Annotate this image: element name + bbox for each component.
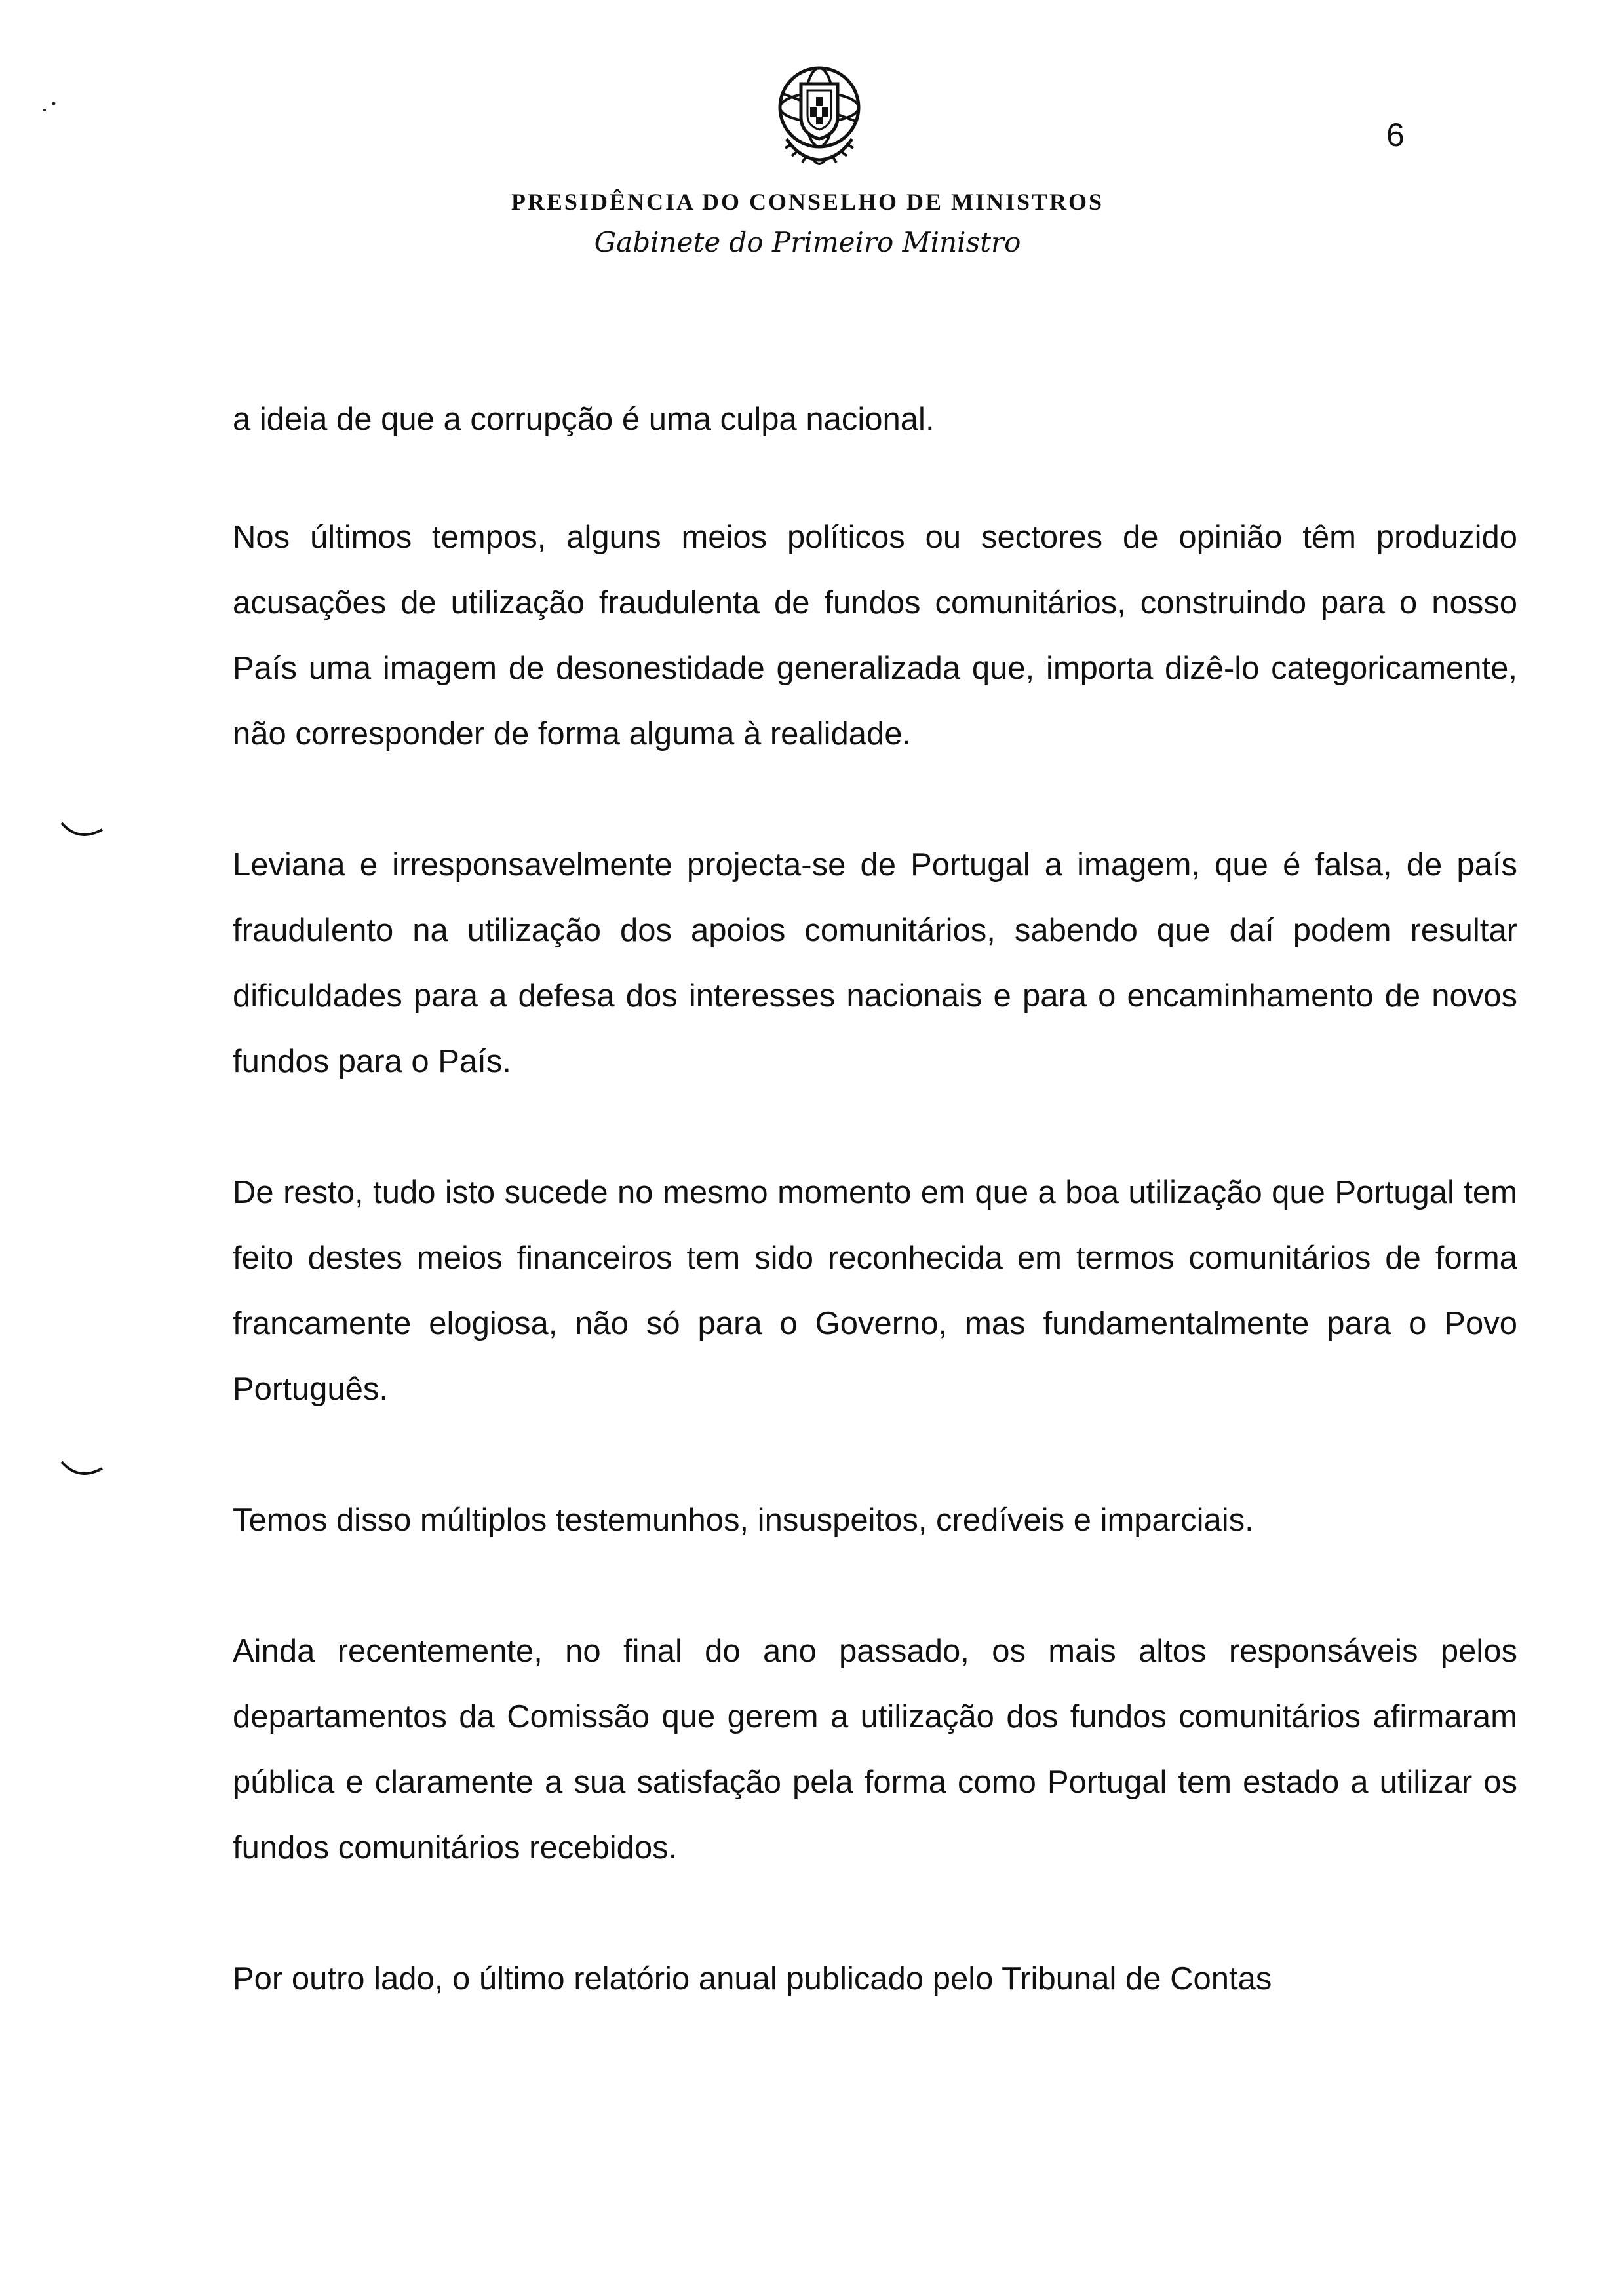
paragraph: Leviana e irresponsavelmente projecta-se de Portugal a imagem, que é falsa, de país fraudulento na utilização dos apoios comunitários, sabendo que daí podem resultar dificuldades para a defesa dos interesses nacionais e para o encaminhamento de novos fundos para o País. [233, 847, 1517, 1079]
check-mark-icon [59, 819, 105, 845]
scan-speck-icon [39, 98, 66, 118]
check-mark-icon [59, 1458, 105, 1484]
page-number: 6 [1386, 117, 1405, 153]
paragraph: De resto, tudo isto sucede no mesmo momento em que a boa utilização que Portugal tem feito destes meios financeiros tem sido reconhecida em termos comunitários de forma francamente elogiosa, não só para o Governo, mas fundamentalmente para o Povo Português. [233, 1175, 1517, 1407]
coat-of-arms-icon [767, 60, 872, 172]
office-title: PRESIDÊNCIA DO CONSELHO DE MINISTROS [511, 189, 1104, 215]
paragraph: Ainda recentemente, no final do ano passado, os mais altos responsáveis pelos departamentos da Comissão que gerem a utilização dos fundos comunitários afirmaram pública e claramente a sua satisfação pela forma como Portugal tem estado a utilizar os fundos comunitários recebidos. [233, 1634, 1517, 1866]
paragraph: a ideia de que a corrupção é uma culpa nacional. [233, 402, 935, 437]
paragraph: Por outro lado, o último relatório anual publicado pelo Tribunal de Contas [233, 1961, 1272, 1997]
paragraph: Nos últimos tempos, alguns meios políticos ou sectores de opinião têm produzido acusações de utilização fraudulenta de fundos comunitários, construindo para o nosso País uma imagem de desonestidade generalizada que, importa dizê-lo categoricamente, não corresponder de forma alguma à realidade. [233, 520, 1517, 752]
body-text [233, 387, 1517, 2077]
paragraph: Temos disso múltiplos testemunhos, insuspeitos, credíveis e imparciais. [233, 1502, 1254, 1538]
office-subtitle: Gabinete do Primeiro Ministro [594, 226, 1021, 258]
